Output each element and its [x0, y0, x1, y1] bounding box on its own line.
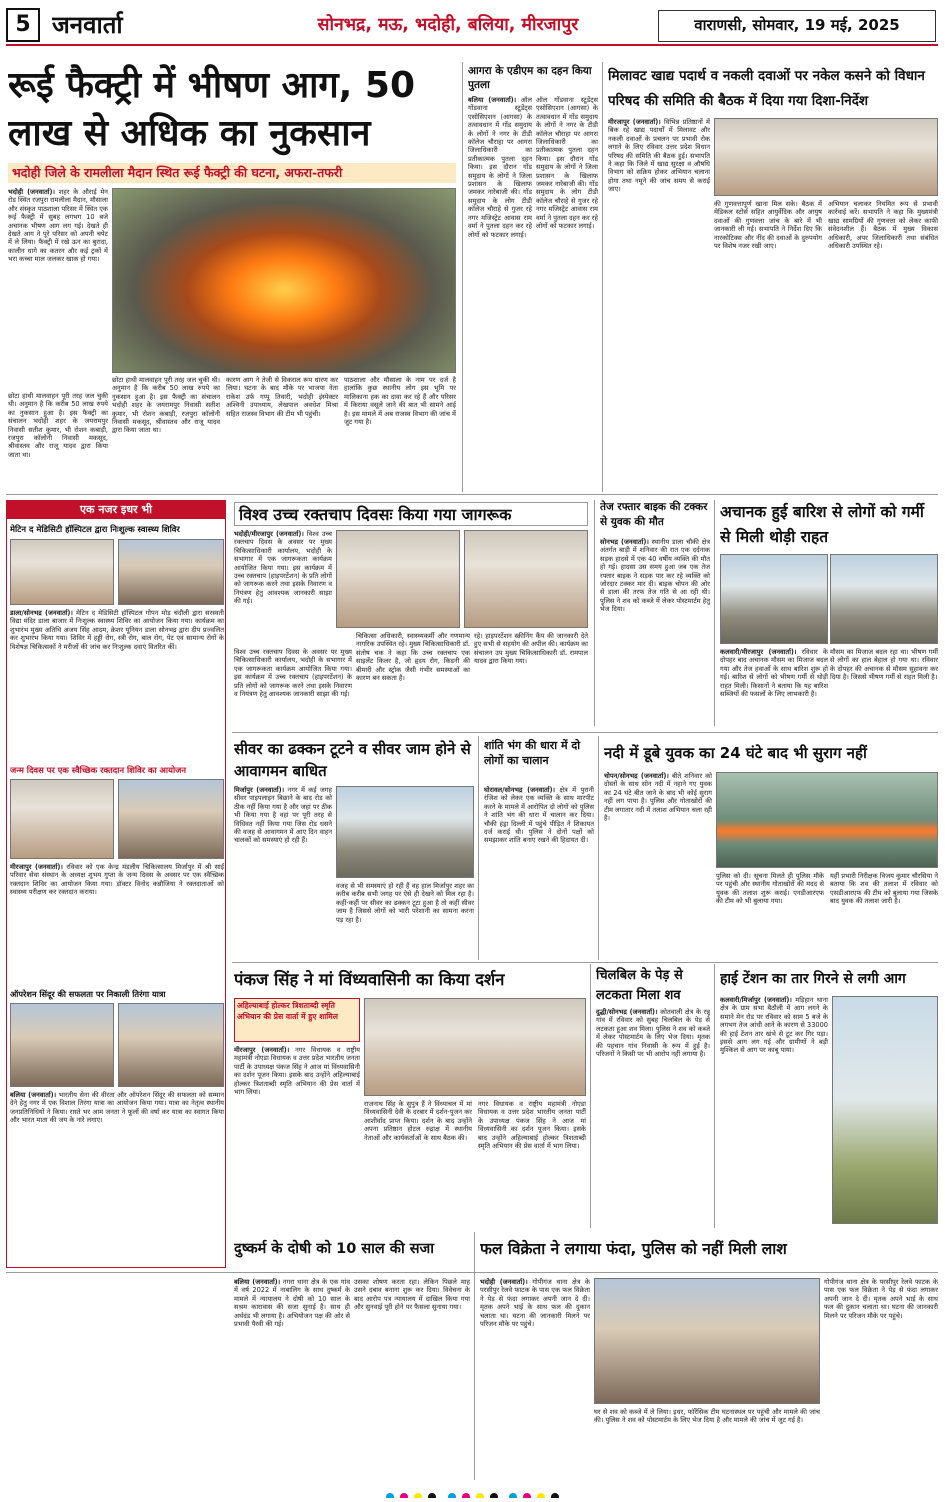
rain-headline: अचानक हुई बारिश से लोगों को गर्मी से मिली थोड़ी राहत: [720, 503, 924, 546]
peace-body: घोरावल/सोनभद्र (जनवार्ता)। क्षेत्र में पुरानी रंजिश को लेकर एक व्यक्ति के साथ मारपीट करने के मामले में आरोपित दो लोगों को पुलिस ने शांति भंग की धारा में चालान कर दिया। चौकी हंड्रा दिल्ली में पहुंचे पीड़ित ने शिकायत दर्ज कराई थी। पुलिस ने दोनों पक्षों को समझाकर शांति बनाए रखने की हिदायत दी।: [484, 786, 594, 845]
drown-headline: नदी में डूबे युवक का 24 घंटे बाद भी सुराग नहीं: [604, 744, 867, 762]
camp-body: डाला/सोनभद्र (जनवार्ता)। मेटिन द मेडिसिटी हॉस्पिटल गोपन मोड़ चंदौली द्वारा सरस्वती विद्या मंदिर डाला बाजार में निःशुल्क स्वास्थ्य शिविर का आयोजन किया गया। कार्यक्रम का शुभारंभ मुख्य अतिथि अजय सिंह आदम, क्रेशर यूनियन डाला सोनभद्र द्वारा दीप प्रज्वलित कर शुभारंभ किया गया। शिविर में हड्डी रोग, स्त्री रोग, बाल रोग, पेट एवं सामान्य रोगों के विशेषज्ञ चिकित्सकों ने मरीजों की जांच कर निःशुल्क दवाएं वितरित कीं।: [10, 609, 224, 651]
fruit-body-col1: भदोही (जनवार्ता)। गोपीगंज थाना क्षेत्र के परसीपुर रेलवे फाटक के पास एक फल विक्रेता ने पेड़ से फंदा लगाकर अपनी जान दे दी। मृतक अपने भाई के साथ फल की दुकान चलाता था। घटना की जानकारी मिलने पर परिजन मौके पर पहुंचे।: [480, 1278, 590, 1329]
sindoor-photo-1: [10, 1003, 114, 1087]
meeting-headline: मिलावट खाद्य पदार्थ व नकली दवाओं पर नकेल कसने को विधान परिषद की समिति की बैठक में दिया गया दिशा-निर्देश: [608, 68, 925, 109]
lead-fire-photo: [112, 188, 456, 373]
drown-body-col2: पुलिस को दी। सूचना मिलते ही पुलिस मौके पर पहुंची और स्थानीय गोताखोरों की मदद से युवक की तलाश शुरू कराई। एनडीआरएफ की टीम को भी बुलाया गया।: [716, 872, 824, 906]
sindoor-headline: ऑपरेशन सिंदूर की सफलता पर निकाली तिरंगा यात्रा: [10, 989, 166, 999]
lead-headline: रूई फैक्ट्री में भीषण आग, 50 लाख से अधिक का नुकसान: [8, 65, 415, 154]
effigy-body-2: ऑल गोंडवाना स्टूडेंट्स एसोसिएशन (आगसा) के तत्वावधान में गोंड समुदाय के लोगों ने नगर के टीडी कॉलेज चौराहा पर आगरा जिलाधिकारी का प्रतीकात्मक पुतला दहन किया। इस दौरान गोंड समुदाय के लोगों ने जिला प्रशासन के खिलाफ जमकर नारेबाजी की। गोंड समुदाय के लोग टीडी कॉलेज चौराहे से गुजर रहे नगर मजिस्ट्रेट आवास राम वर्मा ने पुतला दहन कर रहे लोगों को फटकार लगाई।: [536, 96, 598, 231]
lead-body-col4: पाठशाला और मौसाला के नाम पर दर्ज है हालांकि कुछ स्थानीय लोग इस भूमि पर मालिकाना हक का दावा कर रहे हैं और परिसर में किराया वसूले जाने की बात भी सामने आई है। इस मामले में अब राजस्व विभाग की जांच में जुट गया है।: [344, 376, 456, 427]
fruit-body-col2: घर से शव को कब्जे में ले लिया। इधर, फॉरेंसिक टीम घटनास्थल पर पहुंची और मामले की जांच की। पुलिस ने शव को पोस्टमार्टम के लिए भेज दिया है और मामले की जांच में जुट गई है।: [594, 1408, 820, 1425]
tension-headline: हाई टेंशन का तार गिरने से लगी आग: [720, 971, 906, 987]
bp-body-col3: चिकित्सा अधिकारी, स्वास्थ्यकर्मी और गणमान्य नागरिक उपस्थित रहे। मुख्य चिकित्साधिकारी डॉ. संतोष चक ने कहा कि उच्च रक्तचाप एक साइलेंट किलर है, जो हृदय रोग, किडनी की बीमारी और स्ट्रोक जैसी गंभीर समस्याओं का कारण बन सकता है।: [356, 632, 470, 683]
peace-headline: शांति भंग की धारा में दो लोगों का चालान: [484, 739, 581, 767]
blood-headline: जन्म दिवस पर एक स्वैच्छिक रक्तदान शिविर का आयोजन: [10, 765, 186, 775]
chilbil-headline: चिलबिल के पेड़ से लटकता मिला शव: [596, 968, 683, 1003]
tension-body: कलवारी/मिर्जापुर (जनवार्ता)। मड़िहान थाना क्षेत्र के ग्राम सभा बैठौली में आग लगने के समाने मेन रोड पर रविवार को साम 5 बजे के लगभग तेज आंधी आने के कारण से 33000 की हाई टेंशन तार खंभे से टूट कर गिर पड़ा। इससे आग लग गई और ग्रामीणों ने बड़ी मुश्किल से आग पर काबू पाया।: [720, 996, 828, 1055]
effigy-body: बलिया (जनवार्ता)। ऑल गोंडवाना स्टूडेंट्स एसोसिएशन (आगसा) के तत्वावधान में गोंड समुदाय के लोगों ने नगर के टीडी कॉलेज चौराहा पर आगरा जिलाधिकारी का प्रतीकात्मक पुतला दहन किया। इस दौरान गोंड समुदाय के लोगों ने जिला प्रशासन के खिलाफ जमकर नारेबाजी की। गोंड समुदाय के लोग टीडी कॉलेज चौराहे से गुजर रहे नगर मजिस्ट्रेट आवास राम वर्मा ने पुतला दहन कर रहे लोगों को फटकार लगाई।: [468, 96, 532, 239]
rain-body-col2: मौसम का मिजाज बदल रहा था। भीषण गर्मी से लोगों का हाल बेहाल हो गया था। रविवार के दोपहर की अचानक से मौसम सुहावना कर दिया है। जिससे भीषण गर्मी से राहत मिली है।: [830, 648, 938, 682]
page-number: 5: [6, 8, 40, 42]
bp-body-col4: रहे। हाइपरटेंशन स्क्रीनिंग कैंप की जानकारी देते हुए सभी से सहयोग की अपील की। कार्यक्रम का संचालन उप मुख्य चिकित्साधिकारी डॉ. रामपाल यादव द्वारा किया गया।: [474, 632, 588, 666]
lead-body-col2: छोटा हाथी मालवाहन पूरी तरह जल चुकी थी। अनुमान है कि करीब 50 लाख रुपये का नुकसान हुआ है। इस फैक्ट्री का संचालन भदोही शहर के जयरामपुर निवासी सतीश कुमार, भी रोशन कबाड़ी, रजपुरा कॉलोनी निवासी मकसूद, श्रीवास्तव और राजू यादव द्वारा किया जाता था।: [112, 376, 220, 435]
drown-photo: [716, 772, 938, 868]
masthead: [6, 8, 938, 46]
camp-photo-2: [118, 539, 224, 605]
ek-nazar-box: [6, 500, 226, 1268]
bp-headline: विश्व उच्च रक्तचाप दिवसः किया गया जागरूक: [234, 502, 588, 526]
lead-body-col1: भदोही (जनवार्ता)। शहर के औराई मेन रोड स्थित रजपुरा रामलीला मैदान, मौसाला और संस्कृत पाठशाला परिसर में स्थित एक रूई फैक्ट्री में सुबह लगभग 10 बजे अचानक भीषण आग लग गई। देखते ही देखते आग ने पूरे परिसर को अपनी चपेट में ले लिया। फैक्ट्री में रखे ऊन का बुरादा, कालीन धागे का कतरन और कई ट्रकों में भरा कच्चा माल जलकर खाक हो गया।: [8, 188, 108, 264]
bp-body-col1: भदोही/मीरजापुर (जनवार्ता)। विश्व उच्च रक्तचाप दिवस के अवसर पर मुख्य चिकित्साधिकारी कार्यालय, भदोही के सभागार में एक जागरूकता कार्यक्रम आयोजित किया गया। इस कार्यक्रम में उच्च रक्तचाप (हाइपरटेंशन) के प्रति लोगों को जागरूक करने तथा इसके निवारण व नियंत्रण हेतु आवश्यक जानकारी साझा की गई।: [234, 530, 332, 606]
camp-photo-1: [10, 539, 114, 605]
blood-photo-2: [118, 779, 224, 859]
drown-body-col3: यहीं प्रभारी निरीक्षक विजय कुमार चौरसिया ने बताया कि शव की तलाश में रविवार को एसडीआरएफ की टीम को बुलाया गया जिसके बाद युवक की तलाश जारी है।: [830, 872, 938, 906]
lead-body-col3: कारण आग ने तेजी से विकराल रूप धारण कर लिया। घटना के बाद मौके पर भाजपा नेता राकेश उर्फ गप्पू तिवारी, भदोही इंस्पेक्टर अश्विनी उपाध्याय, लेखपाल अवधेश मिश्रा सहित राजस्व विभाग की टीम भी पहुंची।: [226, 376, 338, 418]
print-registration-marks: [0, 1486, 945, 1498]
blood-body: मीरजापुर (जनवार्ता)। रविवार को एक केन्द्र मंडलीय चिकित्सालय मिर्जापुर में श्री साईं परिवार सेवा संस्थान के अध्यक्ष शुभम गुप्ता के जन्म दिवस के अवसर पर एक स्वैच्छिक रक्तदान शिविर का आयोजन किया गया। डॉक्टर विनोद कन्नौजिया ने रक्तदाताओं को स्वास्थ्य परीक्षण कर रक्तदान कराया।: [10, 863, 224, 897]
sewer-body-col2: वजह से भी समस्याएं हो रही हैं वह हाल मिर्जापुर शहर का करीब करीब सभी जगह पर ऐसे ही देखने को मिल रहा है। कहीं-कहीं पर सीवर का ढक्कन टूटा हुआ है तो कहीं सीवर जाम है जिससे लोगों को भारी परेशानी का सामना करना पड़ रहा है।: [336, 882, 474, 924]
drown-body-col1: चोपन/सोनभद्र (जनवार्ता)। बीते शनिवार को दोस्तों के साथ सोन नदी में नहाने गए युवक का 24 घंटे बीत जाने के बाद भी कोई सुराग नहीं लग पाया है। पुलिस और गोताखोरों की टीम लगातार नदी में तलाश अभियान चला रही है।: [604, 772, 712, 823]
culprit-body-col2: उसका शोषण करता रहा। लेकिन पिछले माह उसने दबाव बनाना शुरू कर दिया। विवेचना के बाद आरोप पत्र न्यायालय में दाखिल किया गया और सुनवाई पूरी होने पर फैसला सुनाया गया।: [354, 1278, 470, 1312]
fruit-headline: फल विक्रेता ने लगाया फंदा, पुलिस को नहीं मिली लाश: [480, 1240, 787, 1258]
sindoor-body: बलिया (जनवार्ता)। भारतीय सेना की वीरता और ऑपरेशन सिंदूर की सफलता को सम्मान देने हेतु नगर में एक विशाल तिरंगा यात्रा का आयोजन किया गया। यात्रा का नेतृत्व स्थानीय जनप्रतिनिधियों ने किया। रास्ते भर आम जनता ने फूलों की वर्षा कर यात्रा का स्वागत किया और भारत माता की जय के नारे लगाए।: [10, 1091, 224, 1125]
effigy-headline: आगरा के एडीएम का दहन किया पुतला: [468, 65, 592, 91]
sewer-body-col1: मिर्जापुर (जनवार्ता)। नगर में कई जगह सीवर पाइपलाइन बिछाने के बाद रोड को ठीक नहीं किया गया है और जहां पर ठीक भी किया गया है वहां पर पूरी तरह से विधिवत नहीं किया गया जिस रोड धसने की वजह से आवागमन में आए दिन वाहन चालकों को समस्याएं हो रही हैं।: [234, 786, 332, 845]
chilbil-body: दुद्धी/सोनभद्र (जनवार्ता)। कोतवाली क्षेत्र के रन्नू गांव में रविवार को सुबह चिलबिल के पेड़ से लटकता हुआ शव मिला। पुलिस ने शव को कब्जे में लेकर पोस्टमार्टम के लिए भेज दिया। मृतक की पहचान गांव निवासी के रूप में हुई है। परिजनों ने किसी पर भी आरोप नहीं लगाया है।: [596, 1008, 710, 1059]
rain-photo-1: [720, 554, 828, 644]
rain-body-col1: कलवारी/मीरजापुर (जनवार्ता)। रविवार के दोपहर बाद अचानक मौसम का मिजाज बदल गया और तेज हवाओं के साथ बारिश शुरू हो गई। बारिश से लोगों को भीषण गर्मी से थोड़ी राहत मिली। किसानों ने बताया कि यह बारिश सब्जियों की फसलों के लिए लाभकारी है।: [720, 648, 828, 699]
lead-body-col1b: छोटा हाथी मालवाहन पूरी तरह जल चुकी थी। अनुमान है कि करीब 50 लाख रुपये का नुकसान हुआ है। इस फैक्ट्री का संचालन भदोही शहर के जयरामपुर निवासी सतीश कुमार, भी रोशन कबाड़ी, रजपुरा कॉलोनी निवासी मकसूद, श्रीवास्तव और राजू यादव द्वारा किया जाता था।: [8, 392, 108, 459]
bp-body-col2: विश्व उच्च रक्तचाप दिवस के अवसर पर मुख्य चिकित्साधिकारी कार्यालय, भदोही के सभागार में एक जागरूकता कार्यक्रम आयोजित किया गया। इस कार्यक्रम में उच्च रक्तचाप (हाइपरटेंशन) के प्रति लोगों को जागरूक करने तथा इसके निवारण व नियंत्रण हेतु आवश्यक जानकारी साझा की गई।: [234, 648, 352, 699]
culprit-headline: दुष्कर्म के दोषी को 10 साल की सजा: [234, 1241, 435, 1257]
blood-photo-1: [10, 779, 114, 859]
meeting-body-col3: अभियान चलाकर नियमित रूप से प्रभावी कार्रवाई करें। सभापति ने कहा कि मुख्यमंत्री खाद्य सामग्रियों की गुणवत्ता को लेकर काफी संवेदनशील हैं। बैठक में मुख्य विकास अधिकारी, अपर जिलाधिकारी तथा संबंधित अधिकारी उपस्थित रहे।: [828, 200, 938, 251]
pankaj-tag: अहिल्याबाई होल्कर त्रिशताब्दी स्मृति अभियान की प्रेस वार्ता में हुए शामिल: [234, 998, 360, 1042]
ek-nazar-label: एक नजर इधर भी: [7, 501, 225, 519]
pankaj-headline: पंकज सिंह ने मां विंध्यवासिनी का किया दर्शन: [234, 970, 505, 989]
bp-photo-1: [336, 530, 460, 628]
paper-name: जनवार्ता: [52, 10, 123, 39]
pankaj-photo: [364, 998, 586, 1096]
pankaj-body-col1: मीरजापुर (जनवार्ता)। नगर विधायक व राष्ट्रीय महामंत्री नोएडा विधायक व उत्तर प्रदेश भारतीय जनता पार्टी के उपाध्यक्ष पंकज सिंह ने आज मां विंध्यवासिनी का दर्शन पूजन किया। इसके बाद उन्होंने अहिल्याबाई होल्कर त्रिशताब्दी स्मृति अभियान की प्रेस वार्ता में भाग लिया।: [234, 1046, 360, 1097]
bike-body: सोनभद्र (जनवार्ता)। स्थानीय डाला चौकी क्षेत्र अंतर्गत बाड़ी में शनिवार की रात एक दर्दनाक सड़क हादसे में एक 40 वर्षीय व्यक्ति की मौत हो गई। हादसा उस समय हुआ जब एक तेज रफ्तार बाइक ने सड़क पार कर रहे व्यक्ति को जोरदार टक्कर मार दी। बाइक चोपन की ओर से डाला की तरफ तेज गति से आ रही थी। पुलिस ने शव को कब्जे में लेकर पोस्टमार्टम हेतु भेज दिया।: [600, 538, 710, 614]
meeting-photo: [714, 118, 938, 196]
fruit-photo: [594, 1278, 820, 1404]
fruit-body-col3: गोपीगंज थाना क्षेत्र के परसीपुर रेलवे फाटक के पास एक फल विक्रेता ने पेड़ से फंदा लगाकर अपनी जान दे दी। मृतक अपने भाई के साथ फल की दुकान चलाता था। घटना की जानकारी मिलने पर परिजन मौके पर पहुंचे।: [824, 1278, 938, 1320]
sewer-headline: सीवर का ढक्कन टूटने व सीवर जाम होने से आवागमन बाधित: [234, 740, 471, 780]
dateline: वाराणसी, सोमवार, 19 मई, 2025: [658, 10, 936, 42]
tension-photo: [832, 996, 938, 1224]
rain-photo-2: [830, 554, 938, 644]
camp-headline: मेटिन द मेडिसिटी हॉस्पिटल द्वारा निःशुल्क स्वास्थ्य शिविर: [10, 524, 180, 534]
meeting-body-col2: की गुणवत्तापूर्ण खाना मिल सके। बैठक में मेडिकल स्टोर्स सहित आयुर्वेदिक और आयुष दवाओं की गुणवत्ता जांच के बारे में भी जानकारी ली गई। सभापति ने निर्देश दिए कि नारकोटिक्स और नींद की दवाओं के दुरुपयोग पर विशेष नजर रखी जाए।: [714, 200, 822, 251]
sindoor-photo-2: [118, 1003, 224, 1087]
sewer-photo: [336, 786, 474, 878]
pankaj-body-col3: नगर विधायक व राष्ट्रीय महामंत्री नोएडा विधायक व उत्तर प्रदेश भारतीय जनता पार्टी के उपाध्यक्ष पंकज सिंह ने आज मां विंध्यवासिनी का दर्शन पूजन किया। इसके बाद उन्होंने अहिल्याबाई होल्कर त्रिशताब्दी स्मृति अभियान की प्रेस वार्ता में भाग लिया।: [478, 1100, 586, 1151]
pankaj-body-col2: राजनाथ सिंह के सुपुत्र हैं ने विंध्याचल में मां विंध्यवासिनी देवी के दरबार में दर्शन-पूजन कर आशीर्वाद प्राप्त किया। दर्शन के बाद उन्होंने अपना प्रतिष्ठान होटल रुद्राक्ष में स्थानीय नेताओं और कार्यकर्ताओं के साथ बैठक की।: [364, 1100, 472, 1142]
culprit-body-col1: बलिया (जनवार्ता)। नगरा थाना क्षेत्र के एक गांव में वर्ष 2022 में नाबालिग के साथ दुष्कर्म के मामले में न्यायालय ने दोषी को 10 साल के सश्रम कारावास की सजा सुनाई है। साथ ही अर्थदंड भी लगाया है। अभियोजन पक्ष की ओर से प्रभावी पैरवी की गई।: [234, 1278, 350, 1329]
bike-headline: तेज रफ्तार बाइक की टक्कर से युवक की मौत: [600, 501, 708, 528]
meeting-body-col1: मीरजापुर (जनवार्ता)। विभिन्न प्रतिष्ठानों में बिक रहे खाद्य पदार्थों में मिलावट और नकली दवाओं के प्रचलन पर प्रभावी रोक लगाने के लिए रविवार उत्तर प्रदेश विधान परिषद की समिति की बैठक हुई। सभापति ने कहा कि जिले में खाद्य सुरक्षा व औषधि विभाग को सक्रिय होकर अभियान चलाना होगा तथा नमूने की जांच समय से कराई जाए।: [608, 118, 710, 194]
bp-photo-2: [464, 530, 588, 628]
district-banner: सोनभद्र, मऊ, भदोही, बलिया, मीरजापुर: [317, 15, 579, 35]
lead-subhead: भदोही जिले के रामलीला मैदान स्थित रूई फैक्ट्री की घटना, अफरा-तफरी: [8, 163, 456, 183]
